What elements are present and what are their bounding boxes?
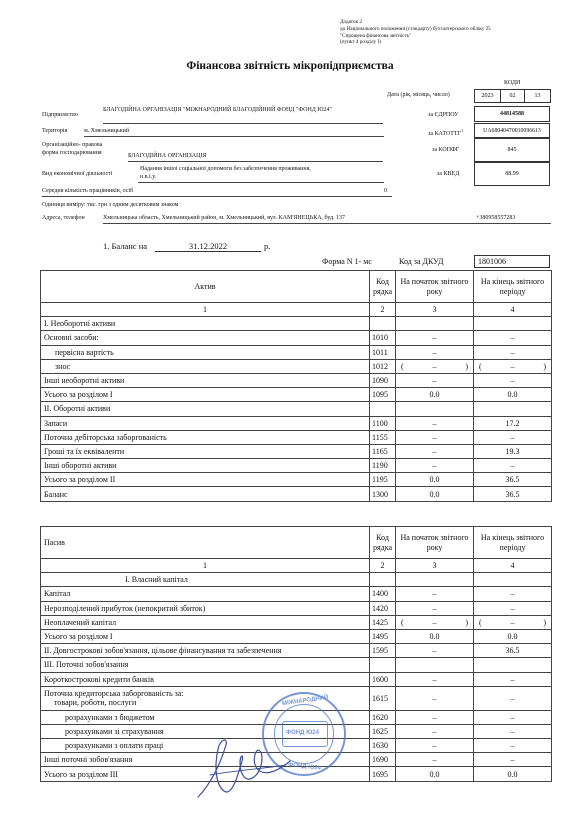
row-name: Усього за розділом I: [41, 629, 370, 643]
row-start: –: [396, 459, 474, 473]
row-code: 1495: [370, 629, 396, 643]
appendix-line: (пункт 4 розділу I): [340, 39, 381, 46]
katottg-label: [428, 128, 463, 137]
header-cell: Пасив: [41, 527, 370, 559]
row-name: Запаси: [41, 416, 370, 430]
row-start: [396, 573, 474, 587]
date-month: 02: [501, 90, 525, 103]
row-name: III. Поточні зобов'язання: [41, 658, 370, 672]
row-start: –: [432, 361, 437, 371]
activity-label: Вид економічної діяльності: [42, 171, 113, 177]
legal-form-underline: [128, 161, 383, 162]
table-row: [41, 444, 552, 458]
row-start: [396, 317, 474, 331]
territory-label: Територія: [42, 128, 68, 134]
legal-form-label: [42, 141, 102, 157]
liabilities-number-row: [41, 559, 552, 573]
row-code: [370, 402, 396, 416]
row-name: розрахунками зі страхування: [41, 724, 370, 738]
row-end: –: [474, 686, 552, 710]
territory-value: м. Хмельницький: [84, 128, 130, 134]
row-end-cell: ( – ): [474, 615, 552, 629]
unit-note: Одиниця виміру: тис. грн з одним десятковим знаком: [42, 202, 179, 208]
header-cell: На кінець звітного періоду: [474, 527, 552, 559]
row-end: [474, 402, 552, 416]
address-phone: +380958557283: [476, 215, 516, 221]
header-cell: Код рядка: [370, 527, 396, 559]
row-start: –: [396, 345, 474, 359]
table-row: [41, 629, 552, 643]
column-number: 4: [474, 303, 552, 317]
row-name: I. Необоротні активи: [41, 317, 370, 331]
document-title: Фінансова звітність мікропідприємства: [186, 60, 394, 72]
row-end: –: [474, 753, 552, 767]
header-cell: На початок звітного року: [396, 527, 474, 559]
row-code: 1690: [370, 753, 396, 767]
table-row: [41, 331, 552, 345]
row-code: 1695: [370, 767, 396, 781]
row-end: –: [474, 331, 552, 345]
row-start: –: [396, 601, 474, 615]
row-start: –: [396, 739, 474, 753]
row-name: розрахунками з оплати праці: [41, 739, 370, 753]
row-code: 1195: [370, 473, 396, 487]
header-cell: На початок звітного року: [396, 271, 474, 303]
assets-number-row: [41, 303, 552, 317]
row-code: 1090: [370, 373, 396, 387]
row-name: Капітал: [41, 587, 370, 601]
row-end-cell: ( – ): [474, 359, 552, 373]
kopfg-label: за КОПФГ: [432, 147, 460, 153]
row-name: Усього за розділом II: [41, 473, 370, 487]
balance-title: 1. Баланс на: [103, 241, 148, 251]
row-name: знос: [41, 359, 370, 373]
column-number: 3: [396, 559, 474, 573]
row-end: [474, 573, 552, 587]
enterprise-label: Підприємство: [42, 112, 78, 118]
row-code: 1425: [370, 615, 396, 629]
row-start: 0.0: [396, 388, 474, 402]
row-end: –: [474, 587, 552, 601]
row-end: –: [474, 601, 552, 615]
row-start: –: [396, 430, 474, 444]
row-code: 1095: [370, 388, 396, 402]
row-code: 1420: [370, 601, 396, 615]
row-end: –: [474, 672, 552, 686]
stamp-bottom-text: ФОНД Ю24: [287, 762, 322, 772]
assets-header-row: [41, 271, 552, 303]
row-start: –: [396, 587, 474, 601]
row-code: [370, 573, 396, 587]
row-name: Поточна кредиторська заборгованість за:: [44, 689, 184, 699]
table-row: [41, 615, 552, 629]
row-code: 1620: [370, 710, 396, 724]
header-cell: На кінець звітного періоду: [474, 271, 552, 303]
table-row: [41, 601, 552, 615]
row-end: –: [510, 361, 515, 371]
activity-underline: [138, 182, 384, 183]
row-end: 19.3: [474, 444, 552, 458]
table-row: [41, 473, 552, 487]
legal-form-value: БЛАГОДІЙНА ОРГАНІЗАЦІЯ: [128, 153, 207, 159]
row-end: –: [474, 373, 552, 387]
row-code: 1155: [370, 430, 396, 444]
table-row: [41, 402, 552, 416]
table-row: [41, 573, 552, 587]
row-code: 1600: [370, 672, 396, 686]
row-code: 1100: [370, 416, 396, 430]
balance-year-suffix: р.: [264, 241, 271, 251]
row-code: 1615: [370, 686, 396, 710]
header-cell: Код рядка: [370, 271, 396, 303]
row-name: Короткострокові кредити банків: [41, 672, 370, 686]
row-end: –: [510, 617, 515, 627]
legal-form-label-line: форма господарювання: [42, 150, 102, 156]
row-start-cell: ( – ): [396, 615, 474, 629]
activity-value-line: Надання іншої соціальної допомоги без забезпечення проживання,: [140, 166, 311, 172]
assets-table: [40, 270, 552, 502]
table-row: [41, 388, 552, 402]
row-end: 36.5: [474, 473, 552, 487]
row-end: [474, 658, 552, 672]
row-code: 1595: [370, 644, 396, 658]
row-end: –: [474, 459, 552, 473]
row-name: Усього за розділом I: [41, 388, 370, 402]
territory-underline: [84, 136, 384, 137]
row-code: 1011: [370, 345, 396, 359]
appendix-line: Додаток 2: [340, 19, 362, 25]
row-start: [396, 402, 474, 416]
row-start-cell: ( – ): [396, 359, 474, 373]
section-title: I. Власний капітал: [41, 573, 370, 587]
codes-header: КОДИ: [504, 80, 521, 86]
liabilities-header-row: [41, 527, 552, 559]
katottg-footnote: 1: [461, 128, 464, 133]
dkud-code: 1801006: [474, 255, 550, 268]
row-name: Неоплачений капітал: [41, 615, 370, 629]
address-label: Адреса, телефон: [42, 215, 85, 221]
table-row: [41, 672, 552, 686]
row-name: Гроші та їх еквіваленти: [41, 444, 370, 458]
dkud-label: Код за ДКУД: [399, 257, 444, 266]
katottg-code: UA68040470010096613: [474, 123, 550, 138]
row-name: Основні засоби:: [41, 331, 370, 345]
signature-icon: [190, 725, 300, 805]
table-row: [41, 644, 552, 658]
row-code: 1630: [370, 739, 396, 753]
row-end: 36.5: [474, 487, 552, 501]
row-end: 0.0: [474, 767, 552, 781]
row-start: –: [396, 686, 474, 710]
row-end: 0.0: [474, 388, 552, 402]
employees-label: Середня кількість працівників, осіб: [42, 188, 134, 194]
row-start: –: [396, 373, 474, 387]
enterprise-value: БЛАГОДІЙНА ОРГАНІЗАЦІЯ "МІЖНАРОДНИЙ БЛАГОДІЙНИЙ ФОНД "ФОНД Ю24": [103, 107, 333, 113]
row-start: –: [396, 644, 474, 658]
kopfg-code: 845: [474, 138, 550, 162]
table-row: [41, 345, 552, 359]
edrpou-code: 44814588: [474, 106, 550, 122]
legal-form-label-line: Організаційно- правова: [42, 142, 103, 148]
row-name: Поточна дебіторська заборгованість: [41, 430, 370, 444]
employees-value: 0: [384, 188, 387, 194]
row-code: 1300: [370, 487, 396, 501]
employees-underline: [42, 196, 392, 197]
row-end: [474, 317, 552, 331]
appendix-line: "Спрощена фінансова звітність": [340, 32, 412, 39]
table-row: [41, 658, 552, 672]
row-name: Інші необоротні активи: [41, 373, 370, 387]
date-label: Дата (рік, місяць, число): [387, 92, 450, 98]
row-start: 0.0: [396, 473, 474, 487]
row-start: 0.0: [396, 767, 474, 781]
enterprise-underline: [103, 123, 383, 124]
row-name-sub: товари, роботи, послуги: [54, 698, 137, 708]
address-value: Хмельницька область, Хмельницький район, м. Хмельницький, вул. КАМ'ЯНЕЦЬКА, буд. 137: [103, 215, 346, 221]
table-row: [41, 430, 552, 444]
row-start: [396, 658, 474, 672]
row-start: –: [396, 710, 474, 724]
row-end: 36.5: [474, 644, 552, 658]
activity-value-line: н.в.і.у.: [140, 174, 157, 180]
row-start: –: [432, 617, 437, 627]
row-end: 17.2: [474, 416, 552, 430]
column-number: 3: [396, 303, 474, 317]
table-row: [41, 416, 552, 430]
row-name: Усього за розділом III: [41, 767, 370, 781]
row-start: –: [396, 444, 474, 458]
row-name: Нерозподілений прибуток (непокритий збиток): [41, 601, 370, 615]
table-row: [41, 359, 552, 373]
row-start: 0.0: [396, 629, 474, 643]
row-end: –: [474, 345, 552, 359]
row-name: Інші поточні зобов'язання: [41, 753, 370, 767]
column-number: 1: [41, 303, 370, 317]
row-code: 1400: [370, 587, 396, 601]
row-name: розрахунками з бюджетом: [41, 710, 370, 724]
row-code: [370, 658, 396, 672]
appendix-line: до Національного положення (стандарту) бухгалтерського обліку 25: [340, 25, 491, 32]
activity-value: [140, 165, 311, 181]
stamp-center-text: ФОНД Ю24: [286, 730, 319, 736]
date-day: 13: [525, 90, 551, 103]
row-start: –: [396, 753, 474, 767]
row-name: первісна вартість: [41, 345, 370, 359]
row-code: 1625: [370, 724, 396, 738]
row-name: Інші оборотні активи: [41, 459, 370, 473]
table-row: [41, 317, 552, 331]
row-name: II. Оборотні активи: [41, 402, 370, 416]
row-end: –: [474, 739, 552, 753]
row-code: 1012: [370, 359, 396, 373]
row-code: 1190: [370, 459, 396, 473]
row-start: –: [396, 724, 474, 738]
row-end: 0.0: [474, 629, 552, 643]
balance-date: 31.12.2022: [155, 241, 261, 252]
row-start: –: [396, 331, 474, 345]
katottg-label-text: за КАТОТТГ: [428, 131, 462, 137]
table-row: [41, 459, 552, 473]
row-end: –: [474, 710, 552, 724]
edrpou-label: за ЄДРПОУ: [428, 112, 459, 118]
address-underline: [103, 223, 551, 224]
row-code: 1010: [370, 331, 396, 345]
table-row: [41, 373, 552, 387]
signature-stroke: [198, 740, 290, 797]
column-number: 4: [474, 559, 552, 573]
form-label: Форма N 1- мс: [322, 257, 372, 266]
row-name: II. Довгострокові зобов'язання, цільове фінансування та забезпечення: [41, 644, 370, 658]
kved-code: 88.99: [474, 162, 550, 186]
row-name: Баланс: [41, 487, 370, 501]
row-start: 0.0: [396, 487, 474, 501]
column-number: 2: [370, 303, 396, 317]
stamp-top-text: МІЖНАРОДНИЙ: [281, 694, 329, 708]
kved-label: за КВЕД: [437, 171, 460, 177]
header-cell: Актив: [41, 271, 370, 303]
table-row: [41, 587, 552, 601]
row-code: 1165: [370, 444, 396, 458]
date-year: 2023: [475, 90, 501, 103]
table-row: [41, 487, 552, 501]
row-end: –: [474, 724, 552, 738]
column-number: 1: [41, 559, 370, 573]
row-code: [370, 317, 396, 331]
signature-underline: [210, 765, 286, 775]
date-codes: [474, 89, 551, 103]
column-number: 2: [370, 559, 396, 573]
appendix-note: [340, 19, 491, 46]
row-start: –: [396, 416, 474, 430]
row-end: –: [474, 430, 552, 444]
row-start: –: [396, 672, 474, 686]
